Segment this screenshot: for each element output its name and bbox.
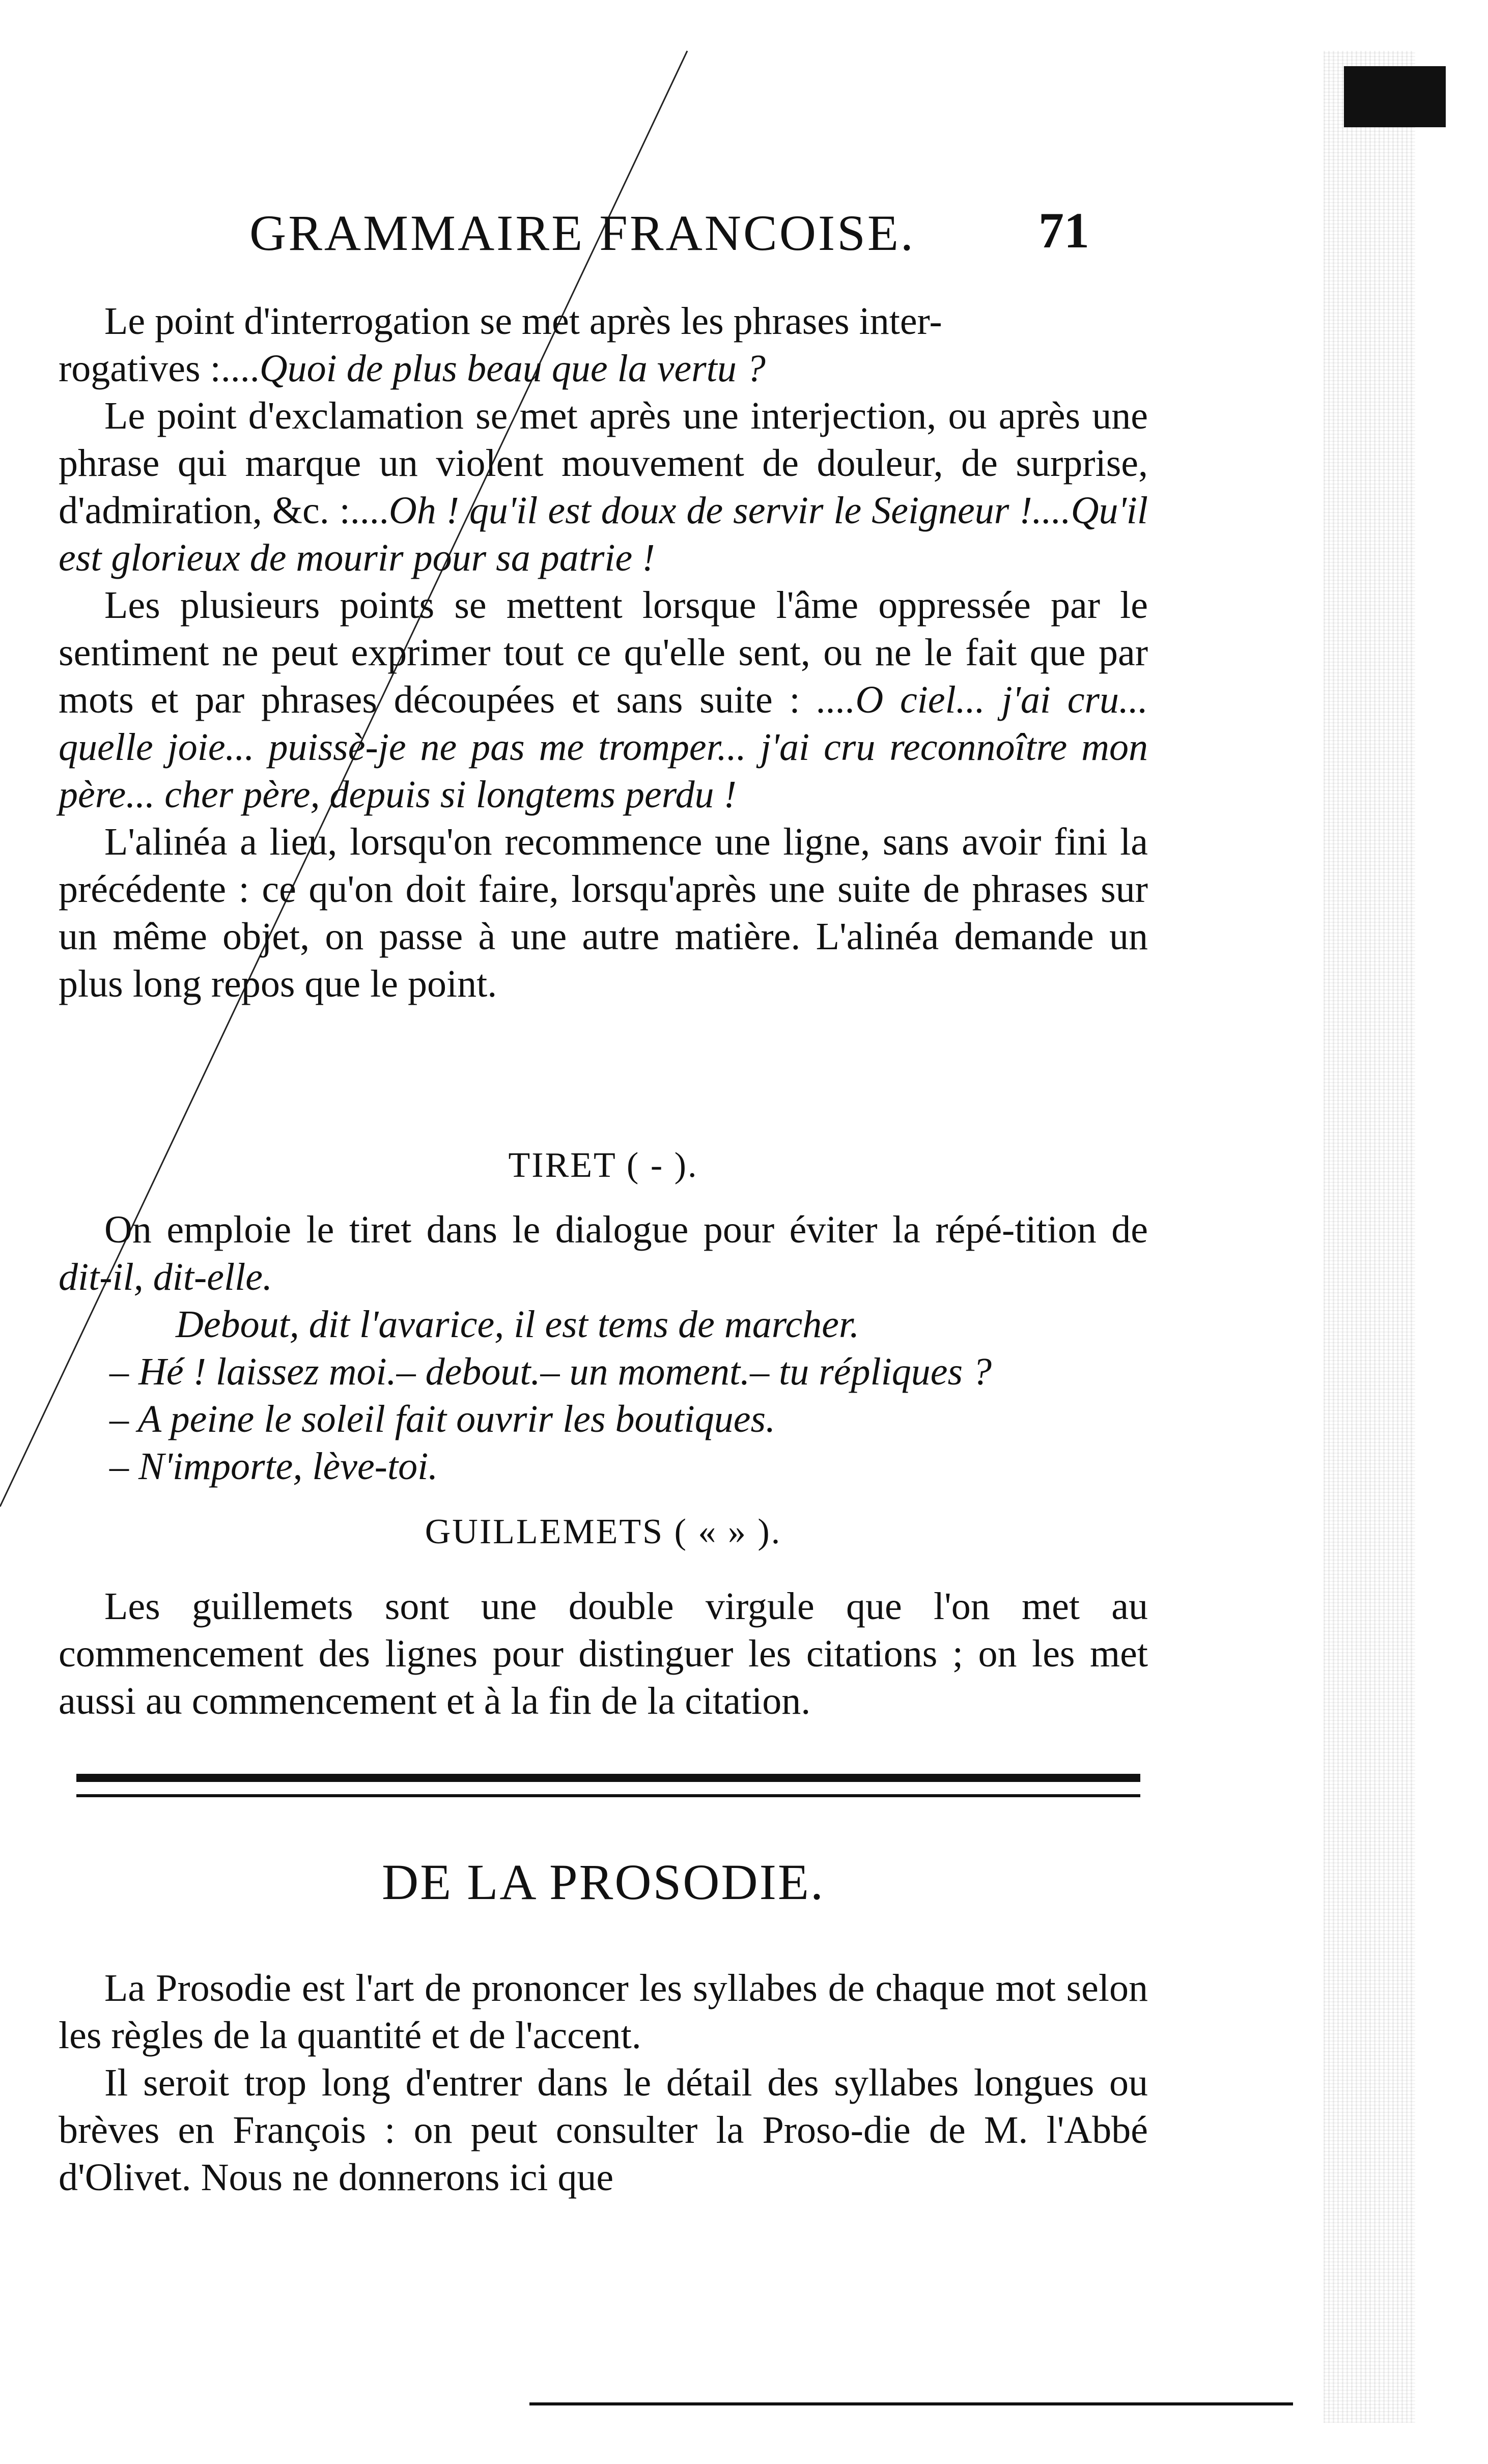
tiret-intro-example: dit-il, dit-elle.: [59, 1256, 273, 1298]
prosodie-paragraph-2: Il seroit trop long d'entrer dans le détail des syllabes longues ou brèves en François : on peut consulter la Proso-die de M. l'Abbé d'Olivet. Nous ne donnerons ici que: [59, 2061, 1148, 2199]
verse-line: Debout, dit l'avarice, il est tems de marcher.: [176, 1303, 860, 1346]
section-divider-thin: [76, 1794, 1140, 1797]
exclamation-example: Oh ! qu'il est doux de servir le Seigneur !....Qu'il est glorieux de mourir pour sa patrie !: [59, 489, 1148, 579]
page-number: 71: [1038, 202, 1089, 259]
tiret-heading: TIRET ( - ).: [508, 1146, 698, 1185]
interrogation-line-1: Le point d'interrogation se met après les phrases inter-: [104, 300, 942, 343]
verse-line: – A peine le soleil fait ouvrir les boutiques.: [109, 1398, 776, 1440]
points-paragraph: [59, 582, 1148, 818]
interrogation-example: Quoi de plus beau que la vertu ?: [259, 347, 766, 390]
section-divider-thick: [76, 1774, 1140, 1782]
guillemets-paragraph: Les guillemets sont une double virgule que l'on met au commencement des lignes pour distinguer les citations ; on les met aussi au commencement et à la fin de la citation.: [59, 1585, 1148, 1722]
guillemets-heading: GUILLEMETS ( « » ).: [425, 1512, 782, 1551]
bottom-edge-rule: [529, 2402, 1293, 2405]
tiret-paragraph: [59, 1206, 1148, 1301]
tiret-block: [59, 1206, 1148, 1490]
tiret-verse: [109, 1301, 1148, 1490]
interrogation-line-2: rogatives :....: [59, 347, 260, 390]
tiret-intro: On emploie le tiret dans le dialogue pour éviter la répé-tition de: [104, 1208, 1148, 1251]
exclamation-text: Le point d'exclamation se met après une interjection, ou après une phrase qui marque un violent mouvement de douleur, de surprise, d'admiration, &c. :....: [59, 394, 1148, 532]
running-header: GRAMMAIRE FRANCOISE.: [249, 205, 915, 261]
prosodie-block: [59, 1965, 1148, 2201]
guillemets-block: [59, 1583, 1148, 1725]
prosodie-heading: DE LA PROSODIE.: [381, 1854, 825, 1910]
points-text: Les plusieurs points se mettent lorsque l'âme oppressée par le sentiment ne peut exprimer tout ce qu'elle sent, ou ne le fait que par mots et par phrases découpées et sans suite :: [59, 584, 1148, 721]
verse-line: – N'importe, lève-toi.: [109, 1445, 438, 1488]
interrogation-paragraph: [59, 298, 1148, 392]
alinea-paragraph: L'alinéa a lieu, lorsqu'on recommence une ligne, sans avoir fini la précédente : ce qu'on doit faire, lorsqu'après une suite de phrases sur un même objet, on passe à une autre matière. L'alinéa demande un plus long repos que le point.: [59, 820, 1148, 1005]
punctuation-text-block: [59, 298, 1148, 1008]
prosodie-paragraph-1: La Prosodie est l'art de prononcer les syllabes de chaque mot selon les règles de la quantité et de l'accent.: [59, 1967, 1148, 2057]
exclamation-paragraph: [59, 392, 1148, 582]
verse-line: – Hé ! laissez moi.– debout.– un moment.– tu répliques ?: [109, 1350, 992, 1393]
points-example: ....O ciel... j'ai cru... quelle joie... puissè-je ne pas me tromper... j'ai cru reconnoître mon père... cher père, depuis si longtems perdu !: [59, 678, 1148, 816]
